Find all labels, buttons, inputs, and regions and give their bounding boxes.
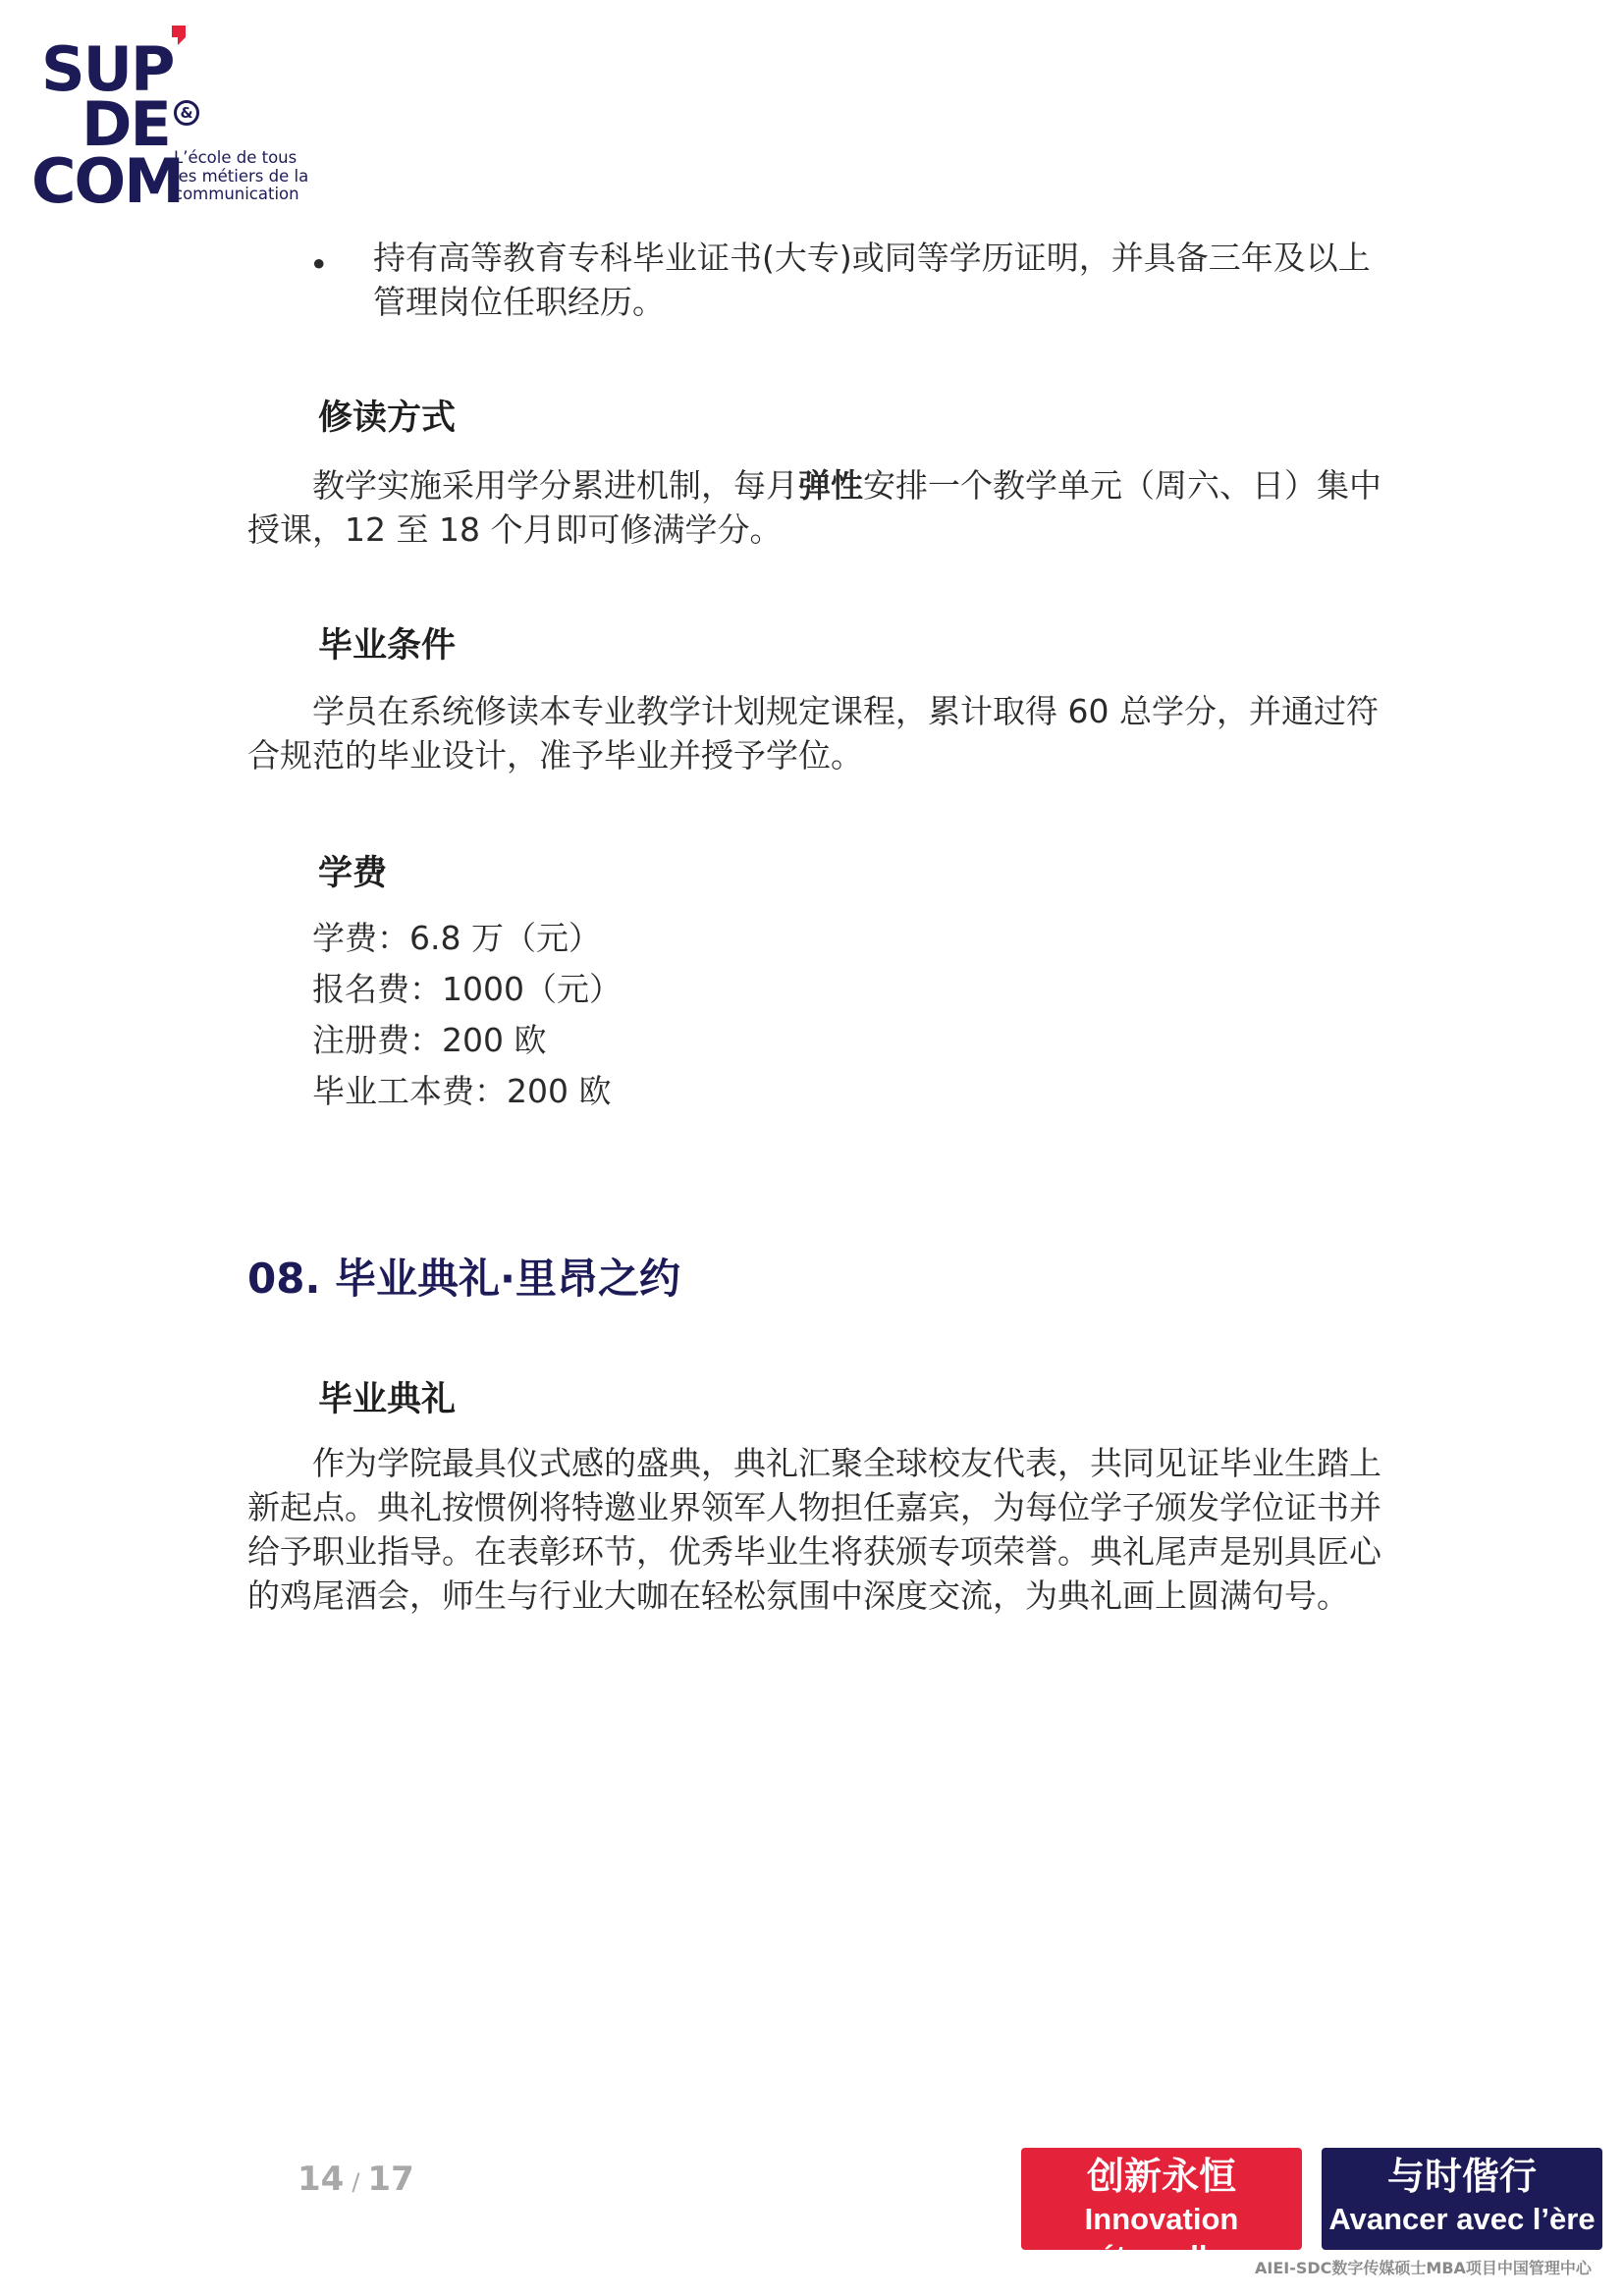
study-mode-text-bold: 弹性 bbox=[798, 466, 863, 505]
bullet-icon: • bbox=[309, 245, 329, 284]
page-number bbox=[298, 2160, 414, 2199]
era-badge bbox=[1322, 2148, 1602, 2250]
page-separator: / bbox=[352, 2168, 360, 2196]
logo-tagline bbox=[174, 149, 308, 204]
school-logo bbox=[29, 22, 324, 217]
page-current: 14 bbox=[298, 2160, 345, 2199]
era-badge-zh: 与时偕行 bbox=[1386, 2155, 1537, 2198]
ceremony-paragraph: 作为学院最具仪式感的盛典，典礼汇聚全球校友代表，共同见证毕业生踏上新起点。典礼按惯例将特邀业界领军人物担任嘉宾，为每位学子颁发学位证书并给予职业指导。在表彰环节，优秀毕业生将获颁专项荣誉。典礼尾声是别具匠心的鸡尾酒会，师生与行业大咖在轻松氛围中深度交流，为典礼画上圆满句号。 bbox=[247, 1444, 1381, 1615]
era-badge-fr: Avancer avec l’ère bbox=[1328, 2202, 1596, 2236]
logo-tagline-line: communication bbox=[174, 185, 299, 203]
tuition-item: 报名费：1000（元） bbox=[312, 970, 622, 1008]
logo-accent-icon bbox=[170, 26, 186, 45]
logo-line-sup: SUP bbox=[41, 33, 174, 105]
tuition-item: 注册费：200 欧 bbox=[312, 1021, 547, 1059]
page-total: 17 bbox=[367, 2160, 414, 2199]
innovation-badge bbox=[1021, 2148, 1302, 2273]
innovation-badge-zh: 创新永恒 bbox=[1086, 2155, 1236, 2198]
study-mode-paragraph bbox=[247, 463, 1386, 552]
tuition-item: 毕业工本费：200 欧 bbox=[312, 1072, 612, 1110]
logo-tagline-line: les métiers de la bbox=[174, 166, 309, 186]
graduation-conditions-heading: 毕业条件 bbox=[318, 626, 457, 666]
tuition-item: 学费：6.8 万（元） bbox=[312, 919, 601, 957]
footer-note: AIEI-SDC数字传媒硕士MBA项目中国管理中心 bbox=[1255, 2259, 1592, 2277]
tuition-heading: 学费 bbox=[318, 854, 388, 893]
logo-line-de: DE bbox=[81, 88, 170, 160]
graduation-conditions-paragraph: 学员在系统修读本专业教学计划规定课程，累计取得 60 总学分，并通过符合规范的毕业设计，准予毕业并授予学位。 bbox=[247, 692, 1379, 774]
innovation-badge-fr: Innovation éternelle bbox=[1084, 2202, 1239, 2273]
ceremony-heading: 毕业典礼 bbox=[318, 1380, 457, 1419]
section-08-title: 08. 毕业典礼·里昂之约 bbox=[247, 1255, 680, 1303]
logo-tagline-line: L’école de tous bbox=[174, 148, 298, 167]
study-mode-text-before: 教学实施采用学分累进机制，每月 bbox=[312, 466, 798, 505]
logo-ampersand-icon: & bbox=[174, 100, 199, 126]
study-mode-heading: 修读方式 bbox=[318, 399, 457, 438]
study-mode-text-after: 安排一个教学单元（周六、日）集中授课，12 至 18 个月即可修满学分。 bbox=[247, 466, 1381, 549]
logo-line-com: COM bbox=[31, 145, 183, 217]
admission-requirement-bullet: 持有高等教育专科毕业证书(大专)或同等学历证明，并具备三年及以上管理岗位任职经历。 bbox=[373, 239, 1371, 321]
